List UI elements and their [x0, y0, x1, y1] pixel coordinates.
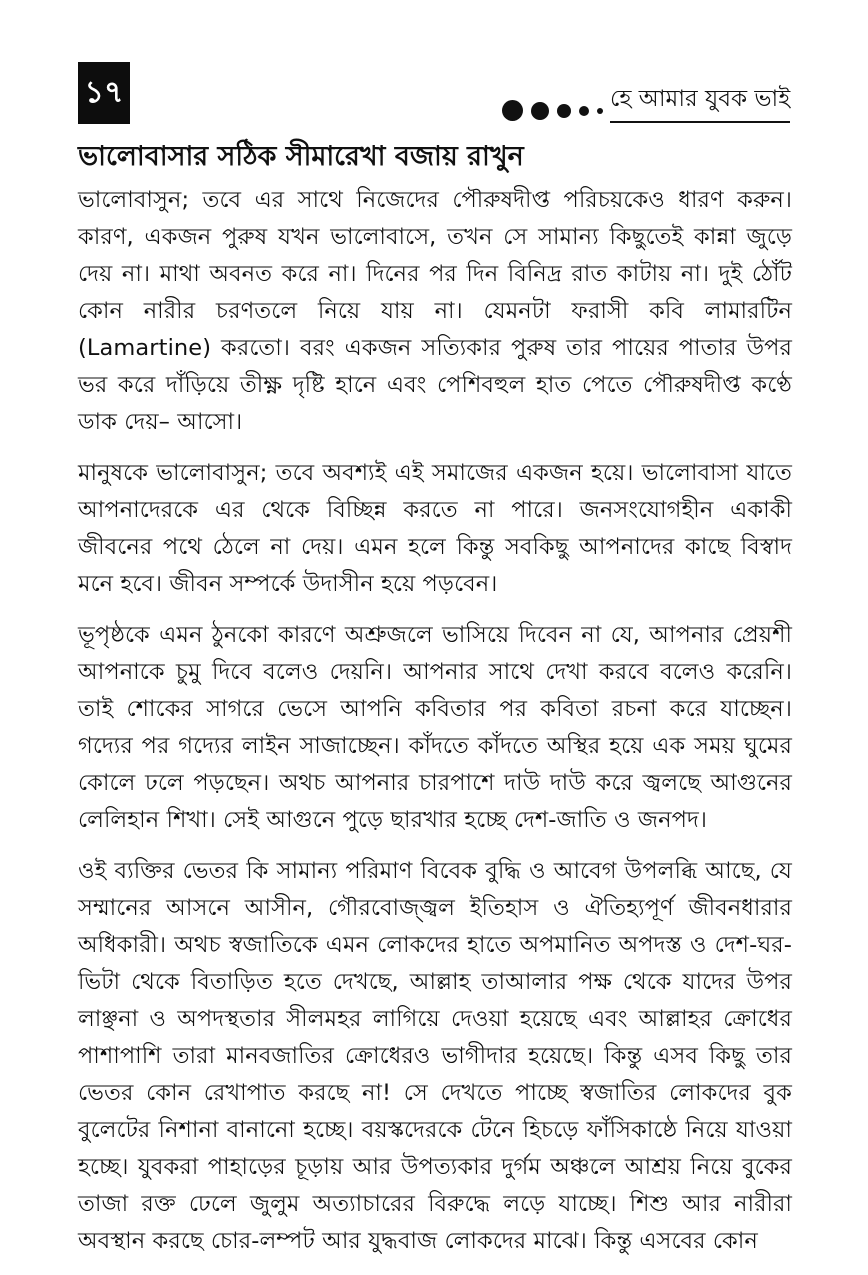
ornament-dot-icon: [557, 104, 571, 118]
paragraph: ওই ব্যক্তির ভেতর কি সামান্য পরিমাণ বিবেক বুদ্ধি ও আবেগ উপলব্ধি আছে, যে সম্মানের আসনে আসীন, গৌরবোজ্জ্বল ইতিহাস ও ঐতিহ্যপূর্ণ জীবনধারার অধিকারী। অথচ স্বজাতিকে এমন লোকদের হাতে অপমানিত অপদস্ত ও দেশ-ঘর-ভিটা থেকে বিতাড়িত হতে দেখছে, আল্লাহ তাআলার পক্ষ থেকে যাদের উপর লাঞ্ছনা ও অপদস্থতার সীলমহর লাগিয়ে দেওয়া হয়েছে এবং আল্লাহর ক্রোধের পাশাপাশি তারা মানবজাতির ক্রোধেরও ভাগীদার হয়েছে। কিন্তু এসব কিছু তার ভেতর কোন রেখাপাত করছে না! সে দেখতে পাচ্ছে স্বজাতির লোকদের বুক বুলেটের নিশানা বানানো হচ্ছে। বয়স্কদেরকে টেনে হিচড়ে ফাঁসিকাষ্ঠে নিয়ে যাওয়া হচ্ছে। যুবকরা পাহাড়ের চূড়ায় আর উপত্যকার দুর্গম অঞ্চলে আশ্রয় নিয়ে বুকের তাজা রক্ত ঢেলে জুলুম অত্যাচারের বিরুদ্ধে লড়ে যাচ্ছে। শিশু আর নারীরা অবস্থান করছে চোর-লম্পট আর যুদ্ধবাজ লোকদের মাঝে। কিন্তু এসবের কোন: [78, 858, 792, 1254]
ornament-dot-icon: [531, 102, 549, 120]
body-text: [78, 182, 792, 1272]
running-title: হে আমার যুবক ভাই: [610, 80, 790, 123]
paragraph: ভালোবাসুন; তবে এর সাথে নিজেদের পৌরুষদীপ্ত পরিচয়কেও ধারণ করুন। কারণ, একজন পুরুষ যখন ভালোবাসে, তখন সে সামান্য কিছুতেই কান্না জুড়ে দেয় না। মাথা অবনত করে না। দিনের পর দিন বিনিদ্র রাত কাটায় না। দুই ঠোঁট কোন নারীর চরণতলে নিয়ে যায় না। যেমনটা ফরাসী কবি লামারটিন (Lamartine) করতো। বরং একজন সত্যিকার পুরুষ তার পায়ের পাতার উপর ভর করে দাঁড়িয়ে তীক্ষ্ণ দৃষ্টি হানে এবং পেশিবহুল হাত পেতে পৌরুষদীপ্ত কণ্ঠে ডাক দেয়– আসো।: [78, 187, 792, 435]
header-dots-ornament: [502, 100, 603, 121]
ornament-dot-icon: [502, 100, 523, 121]
ornament-dot-icon: [579, 106, 589, 116]
section-heading: ভালোবাসার সঠিক সীমারেখা বজায় রাখুন: [78, 141, 524, 172]
page-number: ১৭: [78, 62, 130, 124]
paragraph: ভূপৃষ্ঠকে এমন ঠুনকো কারণে অশ্রুজলে ভাসিয়ে দিবেন না যে, আপনার প্রেয়শী আপনাকে চুমু দিবে বলেও দেয়নি। আপনার সাথে দেখা করবে বলেও করেনি। তাই শোকের সাগরে ভেসে আপনি কবিতার পর কবিতা রচনা করে যাচ্ছেন। গদ্যের পর গদ্যের লাইন সাজাচ্ছেন। কাঁদতে কাঁদতে অস্থির হয়ে এক সময় ঘুমের কোলে ঢলে পড়ছেন। অথচ আপনার চারপাশে দাউ দাউ করে জ্বলছে আগুনের লেলিহান শিখা। সেই আগুনে পুড়ে ছারখার হচ্ছে দেশ-জাতি ও জনপদ।: [78, 622, 792, 833]
ornament-dot-icon: [597, 108, 603, 114]
paragraph: মানুষকে ভালোবাসুন; তবে অবশ্যই এই সমাজের একজন হয়ে। ভালোবাসা যাতে আপনাদেরকে এর থেকে বিচ্ছিন্ন করতে না পারে। জনসংযোগহীন একাকী জীবনের পথে ঠেলে না দেয়। এমন হলে কিন্তু সবকিছু আপনাদের কাছে বিস্বাদ মনে হবে। জীবন সম্পর্কে উদাসীন হয়ে পড়বেন।: [78, 460, 792, 597]
